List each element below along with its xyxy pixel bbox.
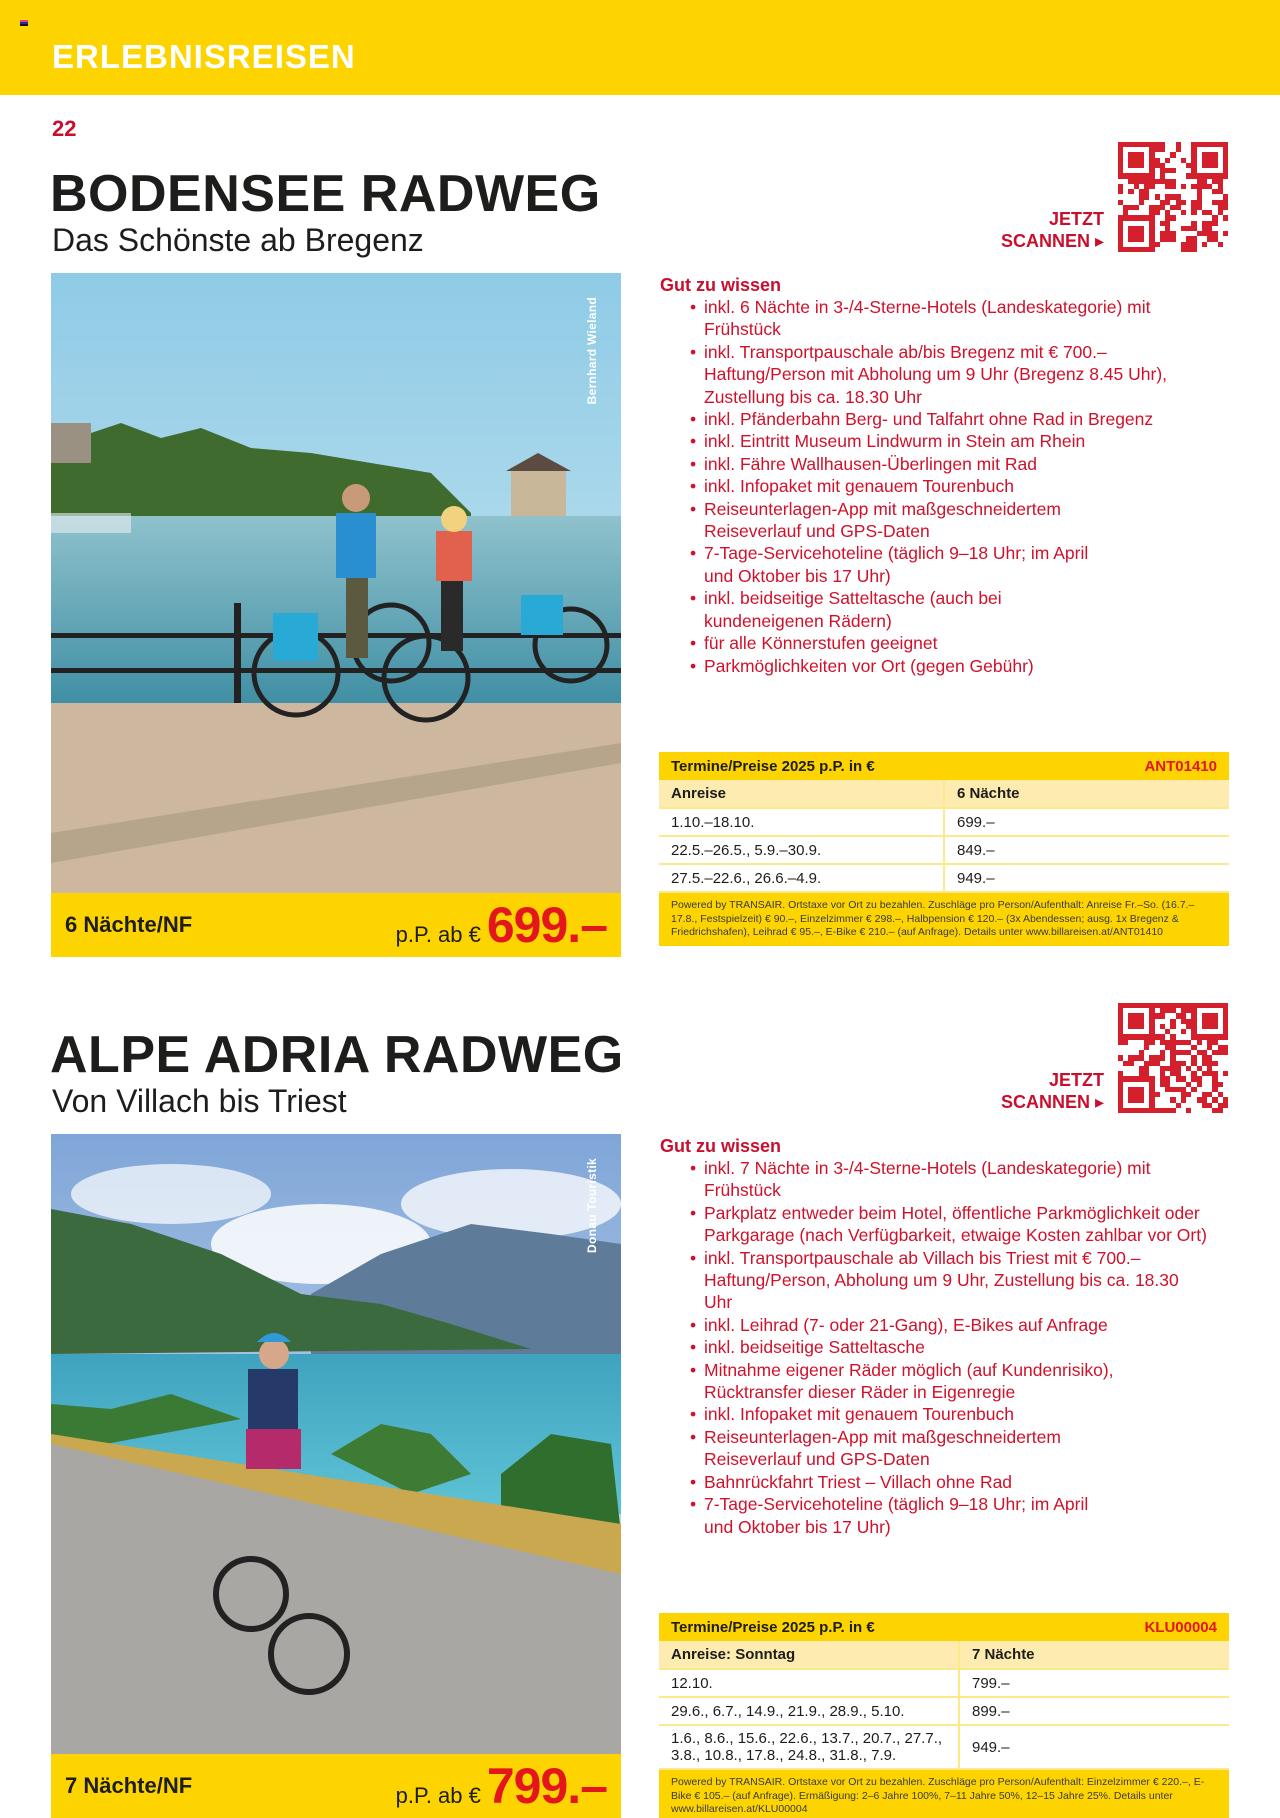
good-to-know-section [660, 274, 1240, 677]
column-header-arrival: Anreise: Sonntag [659, 1641, 959, 1669]
info-item: • 7-Tage-Servicehoteline (täglich 9–18 Uhr; im April und Oktober bis 17 Uhr) [690, 1493, 1090, 1538]
prices-footnote: Powered by TRANSAIR. Ortstaxe vor Ort zu bezahlen. Zuschläge pro Person/Aufenthalt: Einzelzimmer € 220.–, E-Bike € 105.– (auf Anfrage). Ermäßigung: 2–6 Jahre 100%, 7–11 Jahre 50%, 12–15 Jahre 25%. Details unter www.billareisen.at/KLU00004 [659, 1770, 1229, 1818]
info-item: • inkl. Fähre Wallhausen-Überlingen mit Rad [690, 453, 1220, 475]
trip-title: BODENSEE RADWEG [50, 165, 601, 223]
info-item: • für alle Könnerstufen geeignet [690, 632, 1220, 654]
info-item: • inkl. Eintritt Museum Lindwurm in Stein am Rhein [690, 430, 1220, 452]
trip-subtitle: Von Villach bis Triest [52, 1083, 347, 1119]
trip-code: KLU00004 [1144, 1618, 1217, 1636]
trip-photo [51, 273, 621, 893]
price-bar [51, 1754, 621, 1818]
info-item: • Reiseunterlagen-App mit maßgeschneidertem Reiseverlauf und GPS-Daten [690, 498, 1130, 543]
info-item: • Parkmöglichkeiten vor Ort (gegen Gebühr) [690, 655, 1220, 677]
qr-scan-block[interactable] [1001, 1003, 1228, 1113]
section-header-bar [0, 0, 1280, 95]
info-item: • inkl. Transportpauschale ab Villach bis Triest mit € 700.– Haftung/Person, Abholung um 9 Uhr, Zustellung bis ca. 18.30 Uhr [690, 1247, 1210, 1314]
info-item: • inkl. Infopaket mit genauem Tourenbuch [690, 475, 1220, 497]
section-title: ERLEBNISREISEN [52, 38, 356, 75]
column-header-nights: 7 Nächte [959, 1641, 1229, 1669]
trip-subtitle: Das Schönste ab Bregenz [52, 222, 424, 258]
price-per-person-label: p.P. ab € [395, 922, 481, 947]
table-row: 1.10.–18.10. 699.– [659, 808, 1229, 836]
qr-scan-block[interactable] [1001, 142, 1228, 252]
good-to-know-section [660, 1135, 1240, 1538]
cyclists-lake-photo [51, 273, 621, 893]
nights-label: 6 Nächte/NF [65, 912, 193, 937]
info-item: • Mitnahme eigener Räder möglich (auf Kundenrisiko), Rücktransfer dieser Räder in Eigenregie [690, 1359, 1200, 1404]
page-number: 22 [52, 116, 77, 141]
info-item: • inkl. Pfänderbahn Berg- und Talfahrt ohne Rad in Bregenz [690, 408, 1250, 430]
info-item: • Bahnrückfahrt Triest – Villach ohne Rad [690, 1471, 1220, 1493]
info-item: • inkl. 7 Nächte in 3-/4-Sterne-Hotels (Landeskategorie) mit Frühstück [690, 1157, 1200, 1202]
price-from: 699.– [486, 897, 607, 953]
info-item: • inkl. beidseitige Satteltasche (auch bei kundeneigenen Rädern) [690, 587, 1020, 632]
trip-photo [51, 1134, 621, 1754]
prices-table [659, 752, 1229, 946]
photo-credit: Bernhard Wieland [585, 297, 599, 405]
info-item: • inkl. Infopaket mit genauem Tourenbuch [690, 1403, 1220, 1425]
qr-code-icon[interactable] [1118, 1003, 1228, 1113]
trip-code: ANT01410 [1144, 757, 1217, 775]
info-item: • 7-Tage-Servicehoteline (täglich 9–18 Uhr; im April und Oktober bis 17 Uhr) [690, 542, 1090, 587]
qr-code-icon[interactable] [1118, 142, 1228, 252]
info-item: • inkl. 6 Nächte in 3-/4-Sterne-Hotels (Landeskategorie) mit Frühstück [690, 296, 1200, 341]
price-from: 799.– [486, 1758, 607, 1814]
prices-table-title: Termine/Preise 2025 p.P. in € [671, 757, 875, 775]
table-row: 22.5.–26.5., 5.9.–30.9. 849.– [659, 836, 1229, 864]
info-item: • Parkplatz entweder beim Hotel, öffentliche Parkmöglichkeit oder Parkgarage (nach Verfügbarkeit, etwaige Kosten zahlbar vor Ort) [690, 1202, 1210, 1247]
column-header-nights: 6 Nächte [944, 780, 1229, 808]
column-header-arrival: Anreise [659, 780, 944, 808]
price-bar [51, 893, 621, 957]
good-to-know-heading: Gut zu wissen [660, 275, 782, 295]
info-item: • inkl. Transportpauschale ab/bis Bregenz mit € 700.– Haftung/Person mit Abholung um 9 Uhr (Bregenz 8.45 Uhr), Zustellung bis ca. 18.30 Uhr [690, 341, 1180, 408]
table-row: 12.10. 799.– [659, 1669, 1229, 1697]
table-row: 1.6., 8.6., 15.6., 22.6., 13.7., 20.7., 27.7., 3.8., 10.8., 17.8., 24.8., 31.8., 7.9. 949.– [659, 1725, 1229, 1769]
nights-label: 7 Nächte/NF [65, 1773, 193, 1798]
table-row: 29.6., 6.7., 14.9., 21.9., 28.9., 5.10. 899.– [659, 1697, 1229, 1725]
scan-label: JETZT SCANNEN ▸ [1000, 1070, 1104, 1112]
print-registration-mark-icon [20, 20, 28, 27]
prices-footnote: Powered by TRANSAIR. Ortstaxe vor Ort zu bezahlen. Zuschläge pro Person/Aufenthalt: Anreise Fr.–So. (16.7.–17.8., Festspielzeit) € 90.–, Einzelzimmer € 298.–, Halbpension € 120.– (3x Abendessen; ausg. 1x Bregenz & Friedrichshafen), Leihrad € 95.–, E-Bike € 210.– (auf Anfrage). Details unter www.billareisen.at/ANT01410 [659, 893, 1229, 946]
price-per-person-label: p.P. ab € [395, 1783, 481, 1808]
info-item: • inkl. beidseitige Satteltasche [690, 1336, 1220, 1358]
scan-label: JETZT SCANNEN ▸ [1000, 209, 1104, 251]
cyclist-mountain-lake-photo [51, 1134, 621, 1754]
prices-table-title: Termine/Preise 2025 p.P. in € [671, 1618, 875, 1636]
photo-credit: Donau Touristik [585, 1158, 599, 1253]
good-to-know-heading: Gut zu wissen [660, 1136, 782, 1156]
table-row: 27.5.–22.6., 26.6.–4.9. 949.– [659, 864, 1229, 892]
info-item: • Reiseunterlagen-App mit maßgeschneidertem Reiseverlauf und GPS-Daten [690, 1426, 1130, 1471]
trip-title: ALPE ADRIA RADWEG [50, 1026, 624, 1084]
prices-table [659, 1613, 1229, 1818]
info-item: • inkl. Leihrad (7- oder 21-Gang), E-Bikes auf Anfrage [690, 1314, 1220, 1336]
